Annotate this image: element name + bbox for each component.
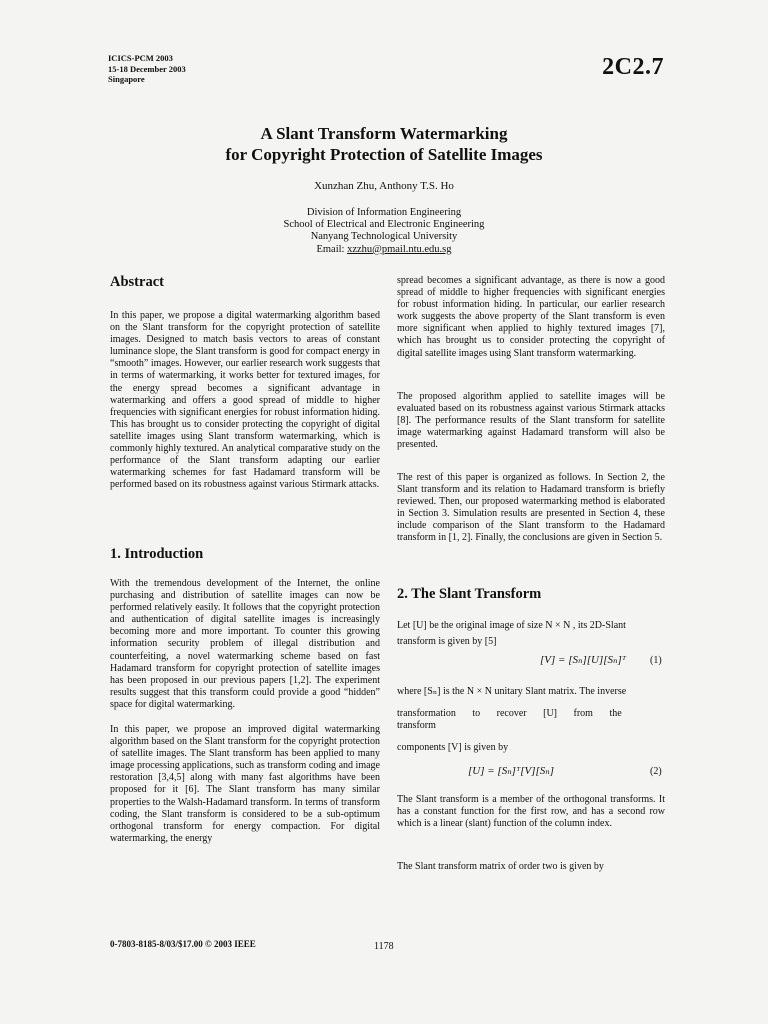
abstract-body (110, 310, 380, 491)
equation-1: [V] = [Sₙ][U][Sₙ]ᵀ (540, 654, 626, 666)
section2-p1-line1: Let [U] be the original image of size N × N , its 2D-Slant (397, 620, 626, 631)
right-text-3: The rest of this paper is organized as follows. In Section 2, the Slant transform and its relation to Hadamard transform is briefly reviewed. Then, our proposed watermarking method is elaborated in Section 3. Simulation results are presented in Section 4, these include comparison of the Slant transform to the Hadamard transform in [1, 2]. Finally, the conclusions are given in Section 5. (397, 472, 665, 544)
conference-dates: 15-18 December 2003 (108, 63, 186, 74)
intro-body-1 (110, 578, 380, 711)
university: Nanyang Technological University (310, 231, 458, 243)
school: School of Electrical and Electronic Engineering (283, 219, 485, 231)
intro-paragraph-2: In this paper, we propose an improved digital watermarking algorithm based on the Slant transform for the copyright protection of satellite images. The Slant transform has been applied to many image processing applications, such as transform coding and image restoration [3,4,5] along with many fast algorithms have been proposed for it [6]. The Slant transform has many similar properties to the Walsh-Hadamard transform. In terms of transform coding, the Slant transform is considered to be a sub-optimum orthogonal transform for energy compaction. For digital watermarking, the energy (110, 724, 380, 844)
right-text-2: The proposed algorithm applied to satellite images will be evaluated based on its robustness against various Stirmark attacks [8]. The performance results of the Slant transform for satellite image watermarking against Hadamard transform will also be presented. (397, 391, 665, 451)
email-link[interactable]: xzzhu@pmail.ntu.edu.sg (347, 243, 452, 255)
division: Division of Information Engineering (306, 207, 462, 218)
intro-heading: 1. Introduction (110, 546, 204, 562)
copyright-footer: 0-7803-8185-8/03/$17.00 © 2003 IEEE (110, 939, 256, 949)
equation-1-number: (1) (650, 655, 662, 666)
abstract-text: In this paper, we propose a digital watermarking algorithm based on the Slant transform for the copyright protection of satellite images. Designed to match basis vectors to areas of constant luminance slope, the Slant transform is good for compact energy in “smooth” images. However, our earlier research work suggests that in terms of watermarking, it works better for textured images, for the energy spread becomes a significant advantage in watermarking and offers a good spread of middle to higher frequencies with significant energies for robust information hiding. This has brought us to consider protecting the copyright of digital satellite images using Slant transform watermarking, which is commonly highly textured. An analytical comparative study on the performance of the Slant transform adapting our earlier watermarking schemes for fast Hadamard transform will be performed based on its robustness against various Stirmark attacks. (110, 310, 380, 491)
title-line-2: for Copyright Protection of Satellite Images (225, 145, 543, 164)
section2-text-3: The Slant transform is a member of the orthogonal transforms. It has a constant function for the first row, and has a second row which is a linear (slant) function of the column index. (397, 794, 665, 830)
affiliation (0, 207, 768, 256)
section2-heading: 2. The Slant Transform (397, 586, 542, 602)
section2-p4 (397, 861, 665, 873)
right-text-1: spread becomes a significant advantage, as there is now a good spread of middle to higher frequencies with significant energies for robust information hiding. In particular, our earlier research work suggests the above property of the Slant transform is even more significant when applied to highly textured images [7], which has brought us to consider protecting the copyright of digital satellite images using Slant transform watermarking. (397, 275, 665, 359)
right-paragraph-3 (397, 472, 665, 545)
email-label: Email: (316, 243, 348, 255)
page-number: 1178 (374, 941, 394, 952)
intro-body-2 (110, 724, 380, 845)
section2-p2-line2: transformation to recover [U] from the transform (397, 708, 622, 732)
section2-p2 (397, 686, 665, 754)
section2-p1 (397, 620, 665, 648)
equation-2-number: (2) (650, 766, 662, 777)
email-line (0, 244, 768, 256)
conference-name: ICICS-PCM 2003 (108, 53, 173, 63)
right-paragraph-2 (397, 391, 665, 451)
equation-2: [U] = [Sₙ]ᵀ[V][Sₙ] (468, 765, 554, 777)
right-paragraph-1 (397, 275, 665, 360)
section2-text-4: The Slant transform matrix of order two is given by (397, 861, 604, 872)
section2-p2-line1: where [Sₙ] is the N × N unitary Slant matrix. The inverse (397, 686, 627, 697)
abstract-heading: Abstract (110, 274, 164, 290)
section2-p2-line3: components [V] is given by (397, 742, 509, 754)
section2-p3 (397, 794, 665, 830)
intro-paragraph-1: With the tremendous development of the Internet, the online purchasing and distribution of satellite images can now be performed relatively easily. It follows that the copyright protection and authentication of digital satellite images is increasingly becoming more and more important. To counter this growing information security problem of illegal distribution and counterfeiting, a novel watermarking scheme based on fast Hadamard transform for copyright protection of satellite images has been proposed in our previous papers [1,2]. The experiment results suggest that this transform could provide a good “hidden” space for digital watermarking. (110, 578, 380, 710)
conference-info (108, 53, 186, 85)
conference-location: Singapore (108, 74, 145, 84)
title-line-1: A Slant Transform Watermarking (260, 124, 508, 143)
paper-title (0, 123, 768, 165)
authors: Xunzhan Zhu, Anthony T.S. Ho (314, 180, 454, 192)
paper-code: 2C2.7 (602, 54, 664, 80)
section2-p1-line2: transform is given by [5] (397, 636, 497, 648)
